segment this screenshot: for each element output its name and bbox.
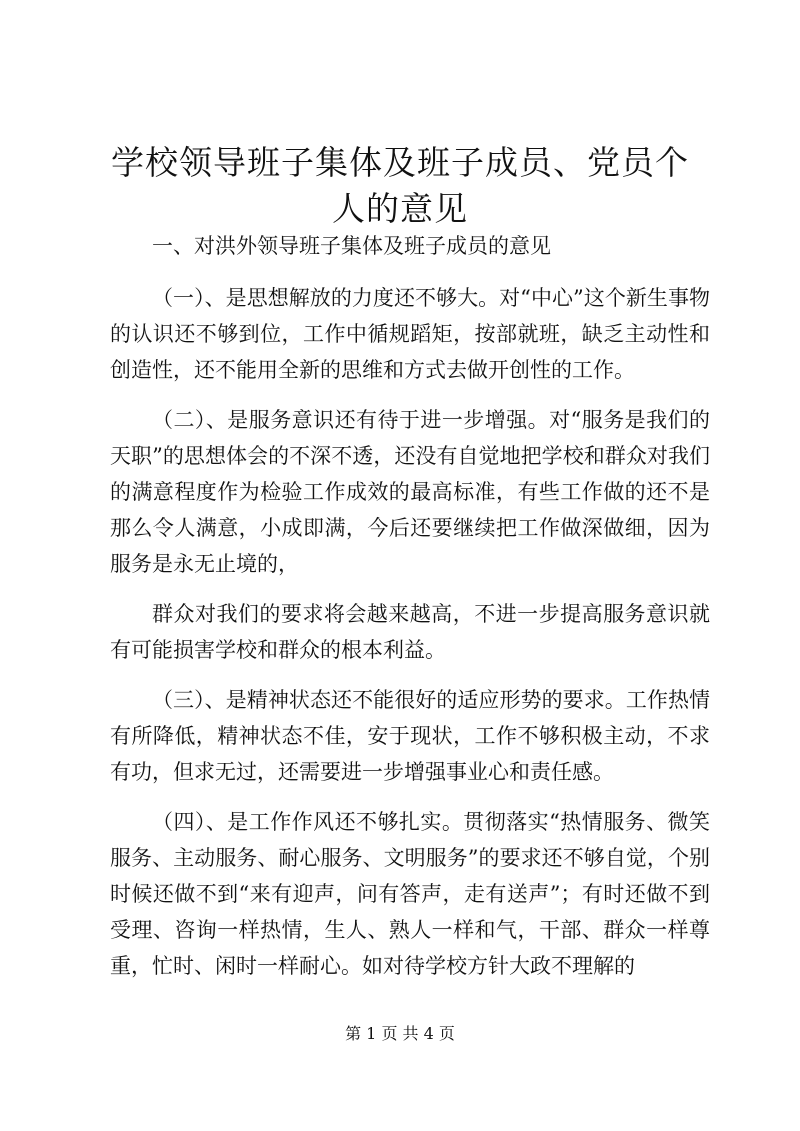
paragraph-4: （三）、是精神状态还不能很好的适应形势的要求。工作热情有所降低，精神状态不佳，安于现状，工作不够积极主动，不求有功，但求无过，还需要进一步增强事业心和责任感。 <box>110 688 710 784</box>
paragraph-1: （一）、是思想解放的力度还不够大。对“中心”这个新生事物的认识还不够到位，工作中循规蹈矩，按部就班，缺乏主动性和创造性，还不能用全新的思维和方式去做开创性的工作。 <box>110 286 710 382</box>
page-number-footer: 第 1 页 共 4 页 <box>345 1024 455 1043</box>
paragraph-5: （四）、是工作作风还不够扎实。贯彻落实“热情服务、微笑服务、主动服务、耐心服务、文明服务”的要求还不够自觉，个别时候还做不到“来有迎声，问有答声，走有送声”；有时还做不到受理、咨询一样热情，生人、熟人一样和气，干部、群众一样尊重，忙时、闲时一样耐心。如对待学校方针大政不理解的 <box>110 810 710 978</box>
paragraph-3: 群众对我们的要求将会越来越高，不进一步提高服务意识就有可能损害学校和群众的根本利益。 <box>110 602 710 662</box>
document-body <box>110 228 710 998</box>
document-title: 学校领导班子集体及班子成员、党员个人的意见 <box>111 143 689 228</box>
paragraph-2: （二）、是服务意识还有待于进一步增强。对“服务是我们的天职”的思想体会的不深不透，还没有自觉地把学校和群众对我们的满意程度作为检验工作成效的最高标准，有些工作做的还不是那么令人满意，小成即满，今后还要继续把工作做深做细，因为服务是永无止境的， <box>110 408 710 576</box>
section-heading: 一、对洪外领导班子集体及班子成员的意见 <box>152 234 551 258</box>
